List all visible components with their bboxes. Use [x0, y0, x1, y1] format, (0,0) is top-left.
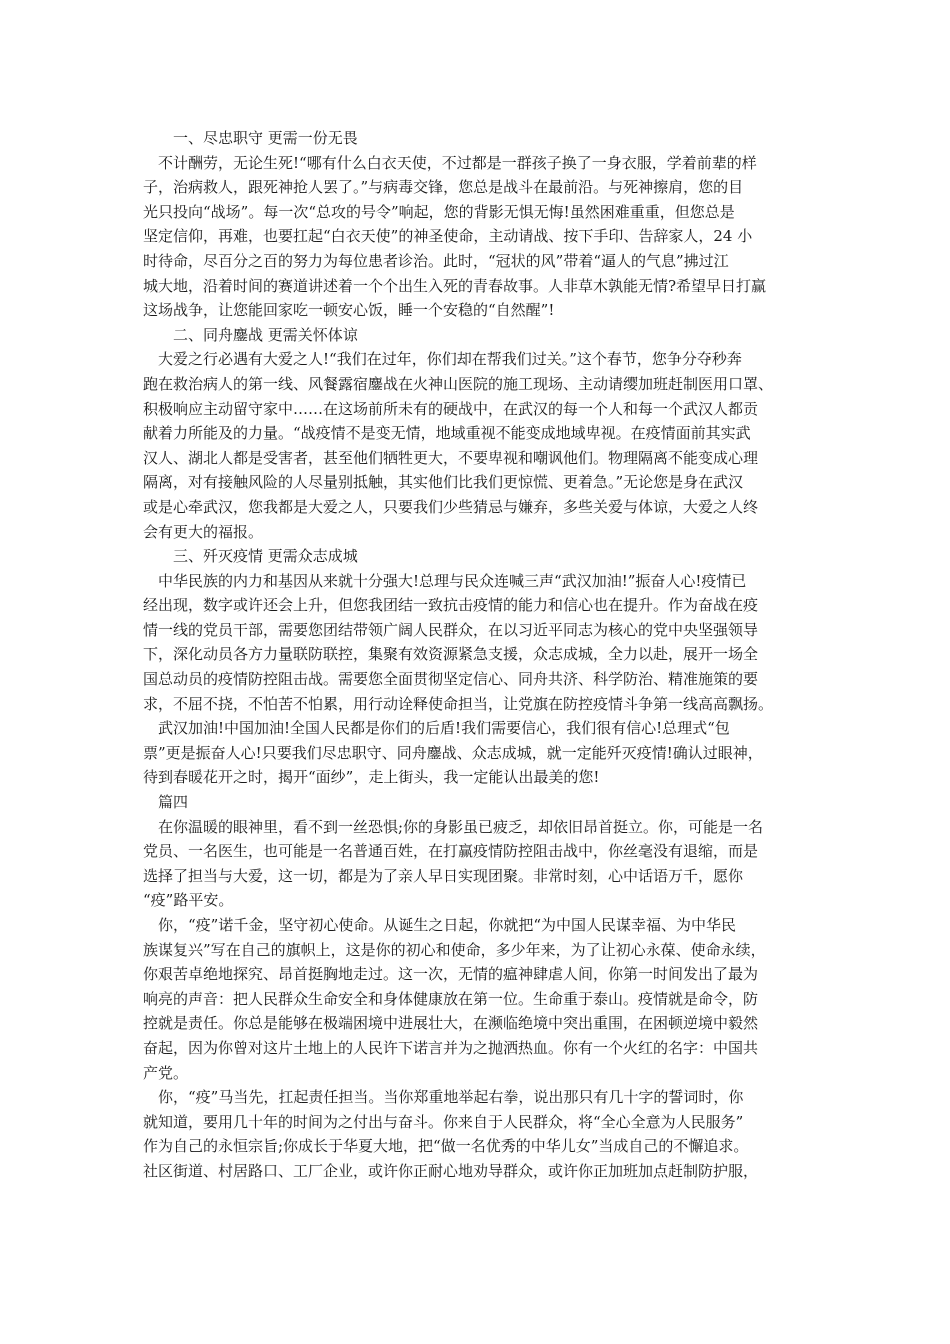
text-line: 经出现，数字或许还会上升，但您我团结一致抗击疫情的能力和信心也在提升。作为奋战在疫: [143, 596, 759, 615]
text-line: 票”更是振奋人心!只要我们尽忠职守、同舟鏖战、众志成城，就一定能歼灭疫情!确认过眼神，: [143, 743, 763, 762]
text-line: 跑在救治病人的第一线、风餐露宿鏖战在火神山医院的施工现场、主动请缨加班赶制医用口罩、: [143, 374, 774, 393]
text-line: 城大地，沿着时间的赛道讲述着一个个出生入死的青春故事。人非草木孰能无情?希望早日打赢: [143, 276, 767, 295]
text-line: 献着力所能及的力量。“战疫情不是变无情，地域重视不能变成地域卑视。在疫情面前其实武: [143, 424, 751, 443]
text-line: 社区街道、村居路口、工厂企业，或许你正耐心地劝导群众，或许你正加班加点赶制防护服，: [143, 1161, 759, 1180]
text-line: 二、同舟鏖战 更需关怀体谅: [173, 325, 358, 344]
text-line: 作为自己的永恒宗旨;你成长于华夏大地，把“做一名优秀的中华儿女”当成自己的不懈追求。: [143, 1137, 749, 1156]
text-line: 坚定信仰，再难，也要扛起“白衣天使”的神圣使命，主动请战、按下手印、告辞家人，24 小: [143, 227, 753, 246]
text-line: 就知道，要用几十年的时间为之付出与奋斗。你来自于人民群众，将“全心全意为人民服务”: [143, 1112, 744, 1131]
text-line: 大爱之行必遇有大爱之人!“我们在过年，你们却在帮我们过关。”这个春节，您争分夺秒奔: [158, 350, 742, 369]
text-line: “疫”路平安。: [143, 891, 234, 910]
text-line: 奋起，因为你曾对这片土地上的人民许下诺言并为之抛洒热血。你有一个火红的名字：中国共: [143, 1038, 759, 1057]
text-line: 积极响应主动留守家中……在这场前所未有的硬战中，在武汉的每一个人和每一个武汉人都贡: [143, 399, 759, 418]
text-line: 一、尽忠职守 更需一份无畏: [173, 129, 358, 147]
text-line: 待到春暖花开之时，揭开“面纱”，走上街头，我一定能认出最美的您!: [143, 768, 600, 787]
text-line: 情一线的党员干部，需要您团结带领广阔人民群众，在以习近平同志为核心的党中央坚强领导: [143, 620, 759, 639]
text-line: 篇四: [158, 793, 189, 812]
text-line: 你艰苦卓绝地探究、昂首挺胸地走过。这一次，无情的瘟神肆虐人间，你第一时间发出了最为: [143, 965, 759, 984]
text-line: 党员、一名医生，也可能是一名普通百姓，在打赢疫情防控阻击战中，你丝毫没有退缩，而是: [143, 842, 759, 861]
text-line: 光只投向“战场”。每一次“总攻的号令”响起，您的背影无惧无悔!虽然困难重重，但您总是: [143, 202, 735, 221]
text-line: 中华民族的内力和基因从来就十分强大!总理与民众连喊三声“武汉加油!”振奋人心!疫情已: [158, 571, 747, 590]
text-line: 不计酬劳，无论生死!“哪有什么白衣天使，不过都是一群孩子换了一身衣服，学着前辈的样: [158, 153, 757, 172]
text-line: 汉人、湖北人都是受害者，甚至他们牺牲更大，不要卑视和嘲讽他们。物理隔离不能变成心理: [143, 448, 759, 467]
text-line: 产党。: [143, 1063, 189, 1082]
text-line: 你，“疫”马当先，扛起责任担当。当你郑重地举起右拳，说出那只有几十字的誓词时，你: [158, 1088, 744, 1107]
text-line: 你，“疫”诺千金，坚守初心使命。从诞生之日起，你就把“为中国人民谋幸福、为中华民: [158, 916, 737, 934]
text-line: 这场战争，让您能回家吃一顿安心饭，睡一个安稳的“自然醒”!: [143, 301, 555, 320]
text-line: 求，不屈不挠，不怕苦不怕累，用行动诠释使命担当，让党旗在防控疫情斗争第一线高高飘扬。: [143, 694, 774, 713]
text-line: 下，深化动员各方力量联防联控，集聚有效资源紧急支援，众志成城，全力以赴，展开一场全: [143, 645, 759, 664]
text-line: 响亮的声音：把人民群众生命安全和身体健康放在第一位。生命重于泰山。疫情就是命令，防: [143, 989, 759, 1008]
text-line: 在你温暖的眼神里，看不到一丝恐惧;你的身影虽已疲乏，却依旧昂首挺立。你，可能是一名: [158, 817, 764, 836]
text-line: 或是心牵武汉，您我都是大爱之人，只要我们少些猜忌与嫌弃，多些关爱与体谅，大爱之人终: [143, 497, 759, 516]
text-line: 会有更大的福报。: [143, 522, 264, 541]
text-line: 隔离，对有接触风险的人尽量别抵触，其实他们比我们更惊慌、更着急。”无论您是身在武汉: [143, 473, 744, 492]
document-body: [143, 126, 811, 1184]
text-line: 时待命，尽百分之百的努力为每位患者诊治。此时，“冠状的风”带着“逼人的气息”拂过江: [143, 251, 729, 270]
text-line: 控就是责任。你总是能够在极端困境中进展壮大，在濒临绝境中突出重围，在困顿逆境中毅然: [143, 1014, 759, 1033]
text-line: 选择了担当与大爱，这一切，都是为了亲人早日实现团聚。非常时刻，心中话语万千，愿你: [143, 866, 744, 885]
text-line: 子，治病救人，跟死神抢人罢了。”与病毒交锋，您总是战斗在最前沿。与死神擦肩，您的目: [143, 178, 744, 197]
text-line: 三、歼灭疫情 更需众志成城: [173, 547, 358, 566]
text-line: 武汉加油!中国加油!全国人民都是你们的后盾!我们需要信心，我们很有信心!总理式“包: [158, 719, 730, 738]
text-line: 国总动员的疫情防控阻击战。需要您全面贯彻坚定信心、同舟共济、科学防治、精准施策的要: [143, 670, 759, 689]
text-line: 族谋复兴”写在自己的旗帜上，这是你的初心和使命，多少年来，为了让初心永葆、使命永续，: [143, 940, 766, 959]
